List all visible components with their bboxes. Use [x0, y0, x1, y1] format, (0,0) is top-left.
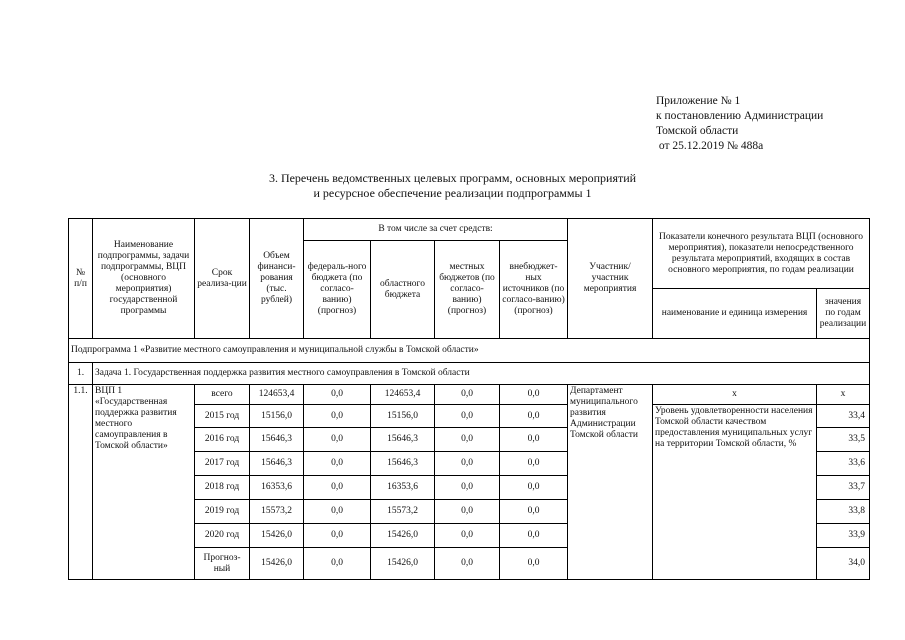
title-line-2: и ресурсное обеспечение реализации подпрограммы 1 [313, 186, 592, 200]
header-term: Срок реализа-ции [195, 219, 250, 339]
row-volume: 124653,4 [250, 385, 304, 405]
row-federal: 0,0 [304, 548, 371, 580]
appendix-line: от 25.12.2019 № 488а [656, 140, 764, 152]
header-local: местных бюджетов (по согласо-ванию) (прогноз) [435, 241, 500, 339]
header-participant: Участник/ участник мероприятия [568, 219, 653, 339]
row-extra: 0,0 [500, 548, 568, 580]
vcp-participant: Департамент муниципального развития Администрации Томской области [568, 385, 653, 580]
row-extra: 0,0 [500, 452, 568, 476]
vcp-num: 1.1. [69, 385, 93, 580]
row-term: всего [195, 385, 250, 405]
row-extra: 0,0 [500, 405, 568, 428]
row-value: 34,0 [817, 548, 870, 580]
row-volume: 15646,3 [250, 452, 304, 476]
row-local: 0,0 [435, 548, 500, 580]
header-regional: областного бюджета [371, 241, 435, 339]
row-extra: 0,0 [500, 476, 568, 500]
row-term: 2018 год [195, 476, 250, 500]
task-text: Задача 1. Государственная поддержка развития местного самоуправления в Томской области [93, 363, 870, 385]
row-federal: 0,0 [304, 524, 371, 548]
vcp-name: ВЦП 1 «Государственная поддержка развития местного самоуправления в Томской области» [93, 385, 195, 580]
row-term: 2017 год [195, 452, 250, 476]
header-indicator-values: значения по годам реализации [817, 289, 870, 339]
row-extra: 0,0 [500, 500, 568, 524]
row-volume: 15156,0 [250, 405, 304, 428]
row-value: 33,8 [817, 500, 870, 524]
row-extra: 0,0 [500, 385, 568, 405]
row-federal: 0,0 [304, 405, 371, 428]
row-regional: 15646,3 [371, 452, 435, 476]
row-regional: 16353,6 [371, 476, 435, 500]
appendix-header [656, 94, 823, 154]
header-volume: Объем финанси-рования (тыс. рублей) [250, 219, 304, 339]
row-volume: 15573,2 [250, 500, 304, 524]
title-line-1: 3. Перечень ведомственных целевых программ, основных мероприятий [268, 171, 637, 185]
row-value: 33,4 [817, 405, 870, 428]
indicator-name-total: х [653, 385, 817, 405]
row-volume: 15646,3 [250, 428, 304, 452]
row-term: 2019 год [195, 500, 250, 524]
row-local: 0,0 [435, 524, 500, 548]
row-value: 33,5 [817, 428, 870, 452]
row-federal: 0,0 [304, 452, 371, 476]
header-num: № п/п [69, 219, 93, 339]
appendix-line: к постановлению Администрации [656, 110, 824, 122]
row-value: х [817, 385, 870, 405]
header-federal: федераль-ного бюджета (по согласо-ванию) (прогноз) [304, 241, 371, 339]
row-local: 0,0 [435, 385, 500, 405]
row-volume: 15426,0 [250, 548, 304, 580]
row-regional: 124653,4 [371, 385, 435, 405]
row-regional: 15426,0 [371, 548, 435, 580]
header-name: Наименование подпрограммы, задачи подпрограммы, ВЦП (основного мероприятия) государственной программы [93, 219, 195, 339]
header-in-total: В том числе за счет средств: [304, 219, 568, 241]
row-value: 33,9 [817, 524, 870, 548]
row-value: 33,6 [817, 452, 870, 476]
row-volume: 15426,0 [250, 524, 304, 548]
row-term: Прогноз-ный [195, 548, 250, 580]
row-volume: 16353,6 [250, 476, 304, 500]
subprogram-row: Подпрограмма 1 «Развитие местного самоуправления и муниципальной службы в Томской области» [69, 339, 870, 363]
program-table [68, 218, 870, 580]
row-term: 2015 год [195, 405, 250, 428]
appendix-line: Томской области [656, 125, 739, 137]
document-title [0, 171, 905, 201]
header-indicator-name: наименование и единица измерения [653, 289, 817, 339]
row-regional: 15426,0 [371, 524, 435, 548]
row-regional: 15573,2 [371, 500, 435, 524]
row-term: 2020 год [195, 524, 250, 548]
row-local: 0,0 [435, 476, 500, 500]
row-federal: 0,0 [304, 428, 371, 452]
row-federal: 0,0 [304, 476, 371, 500]
row-term: 2016 год [195, 428, 250, 452]
header-indicators: Показатели конечного результата ВЦП (основного мероприятия), показатели непосредственного результата мероприятий, входящих в состав основного мероприятия, по годам реализации [653, 219, 870, 289]
indicator-name: Уровень удовлетворенности населения Томской области качеством предоставления муниципальных услуг на территории Томской области, % [653, 405, 817, 580]
row-regional: 15646,3 [371, 428, 435, 452]
task-num: 1. [69, 363, 93, 385]
row-federal: 0,0 [304, 500, 371, 524]
row-federal: 0,0 [304, 385, 371, 405]
row-extra: 0,0 [500, 524, 568, 548]
row-local: 0,0 [435, 452, 500, 476]
row-extra: 0,0 [500, 428, 568, 452]
header-extra: внебюджет-ных источников (по согласо-ванию) (прогноз) [500, 241, 568, 339]
row-local: 0,0 [435, 500, 500, 524]
row-value: 33,7 [817, 476, 870, 500]
row-regional: 15156,0 [371, 405, 435, 428]
appendix-line: Приложение № 1 [656, 95, 741, 107]
row-local: 0,0 [435, 428, 500, 452]
row-local: 0,0 [435, 405, 500, 428]
